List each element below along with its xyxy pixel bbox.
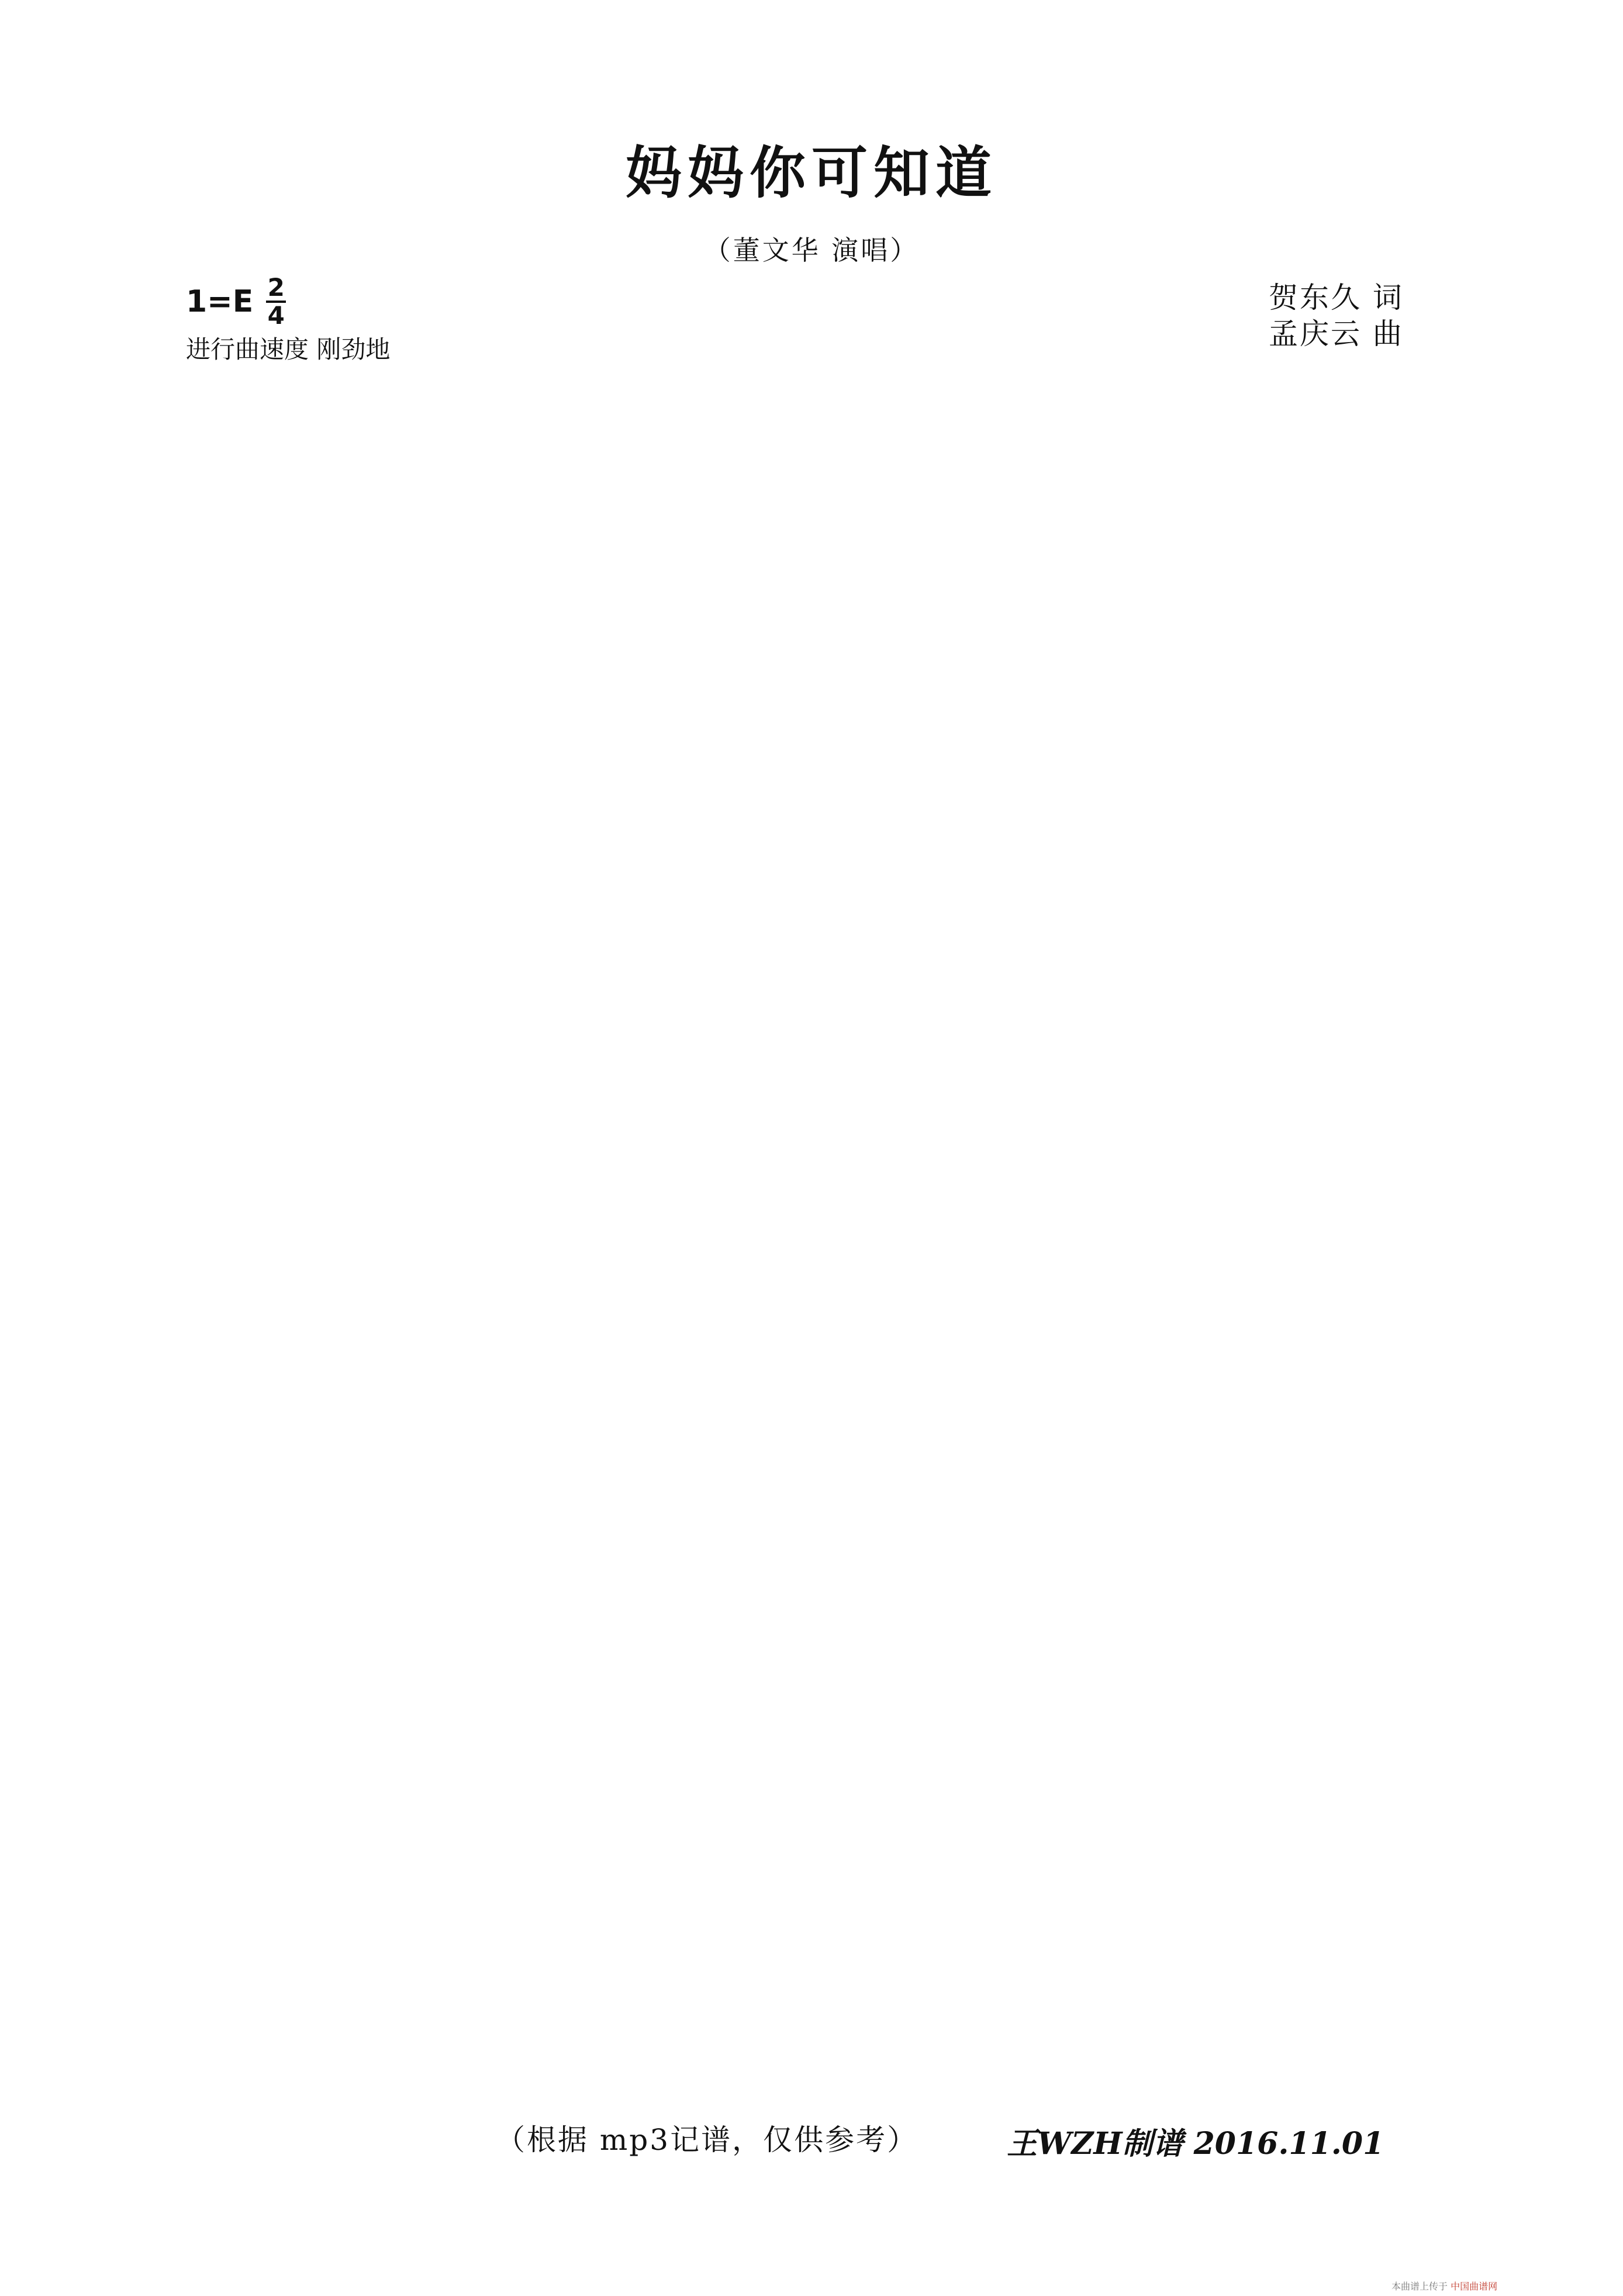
watermark-site: 中国曲谱网 [1451,2281,1498,2292]
watermark-text: 本曲谱上传于 [1391,2281,1448,2292]
composer-credit: 孟庆云 曲 [1269,317,1404,351]
transcriber-signature: 王WZH制谱 2016.11.01 [1007,2126,1384,2162]
tempo-marking: 进行曲速度 刚劲地 [186,335,391,364]
transcription-note: （根据 mp3记谱，仅供参考） [496,2123,918,2157]
site-watermark [1391,2279,1497,2292]
time-signature-bottom: 4 [267,301,285,330]
authors-credits [1269,279,1404,352]
time-signature [266,275,286,329]
key-signature: 1=E [186,284,254,319]
song-title: 妈妈你可知道 [626,140,997,206]
performer-credit: （董文华 演唱） [703,234,920,266]
key-signature-block [186,275,286,329]
time-signature-top: 2 [267,273,285,302]
lyricist-credit: 贺东久 词 [1269,281,1404,315]
